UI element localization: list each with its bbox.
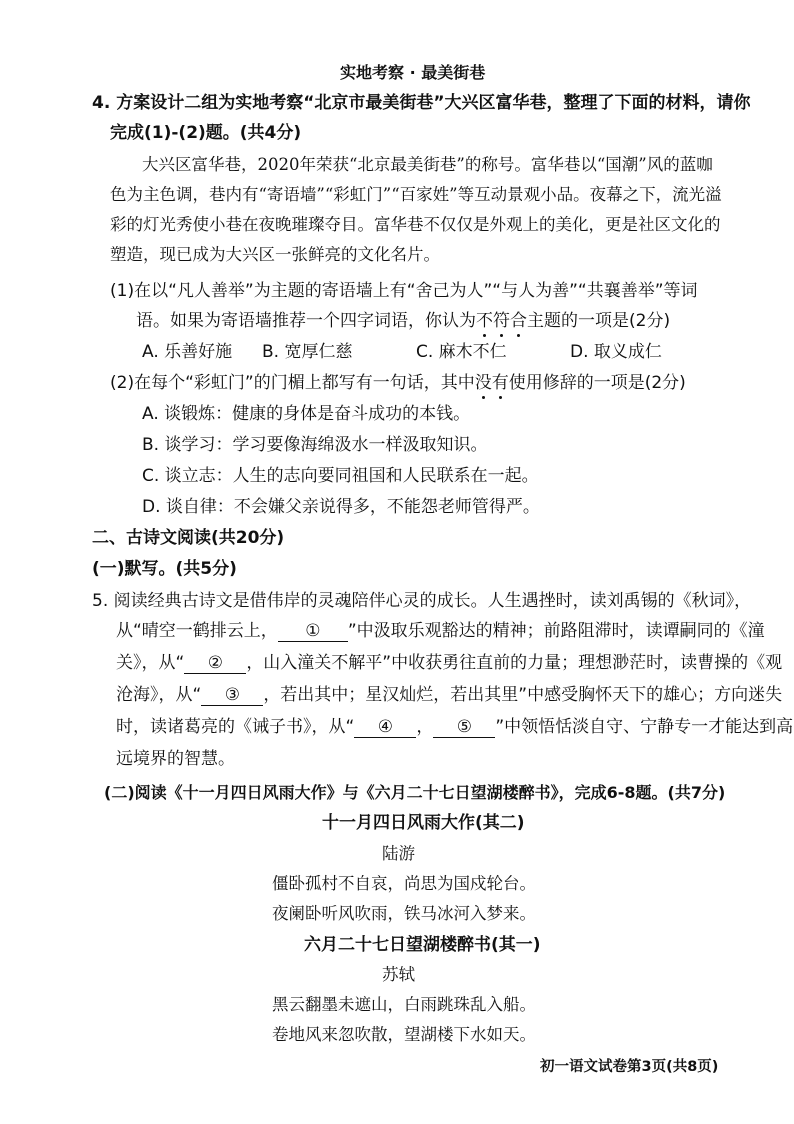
q5-line2-pre: 从“晴空一鹤排云上， [116, 621, 278, 641]
q4-sub2-prompt [110, 372, 686, 394]
q4-sub1-line2-post: 主题的一项是(2分) [527, 311, 671, 331]
q5-line1: 5. 阅读经典古诗文是借伟岸的灵魂陪伴心灵的成长。人生遇挫时，读刘禹锡的《秋词》， [92, 591, 752, 611]
q4-passage-line2: 色为主色调，巷内有“寄语墙”“彩虹门”“百家姓”等互动景观小品。夜幕之下，流光溢 [110, 185, 722, 204]
poem1-title: 十一月四日风雨大作(其二) [322, 813, 525, 833]
q4-sub1-line1: (1)在以“凡人善举”为主题的寄语墙上有“舍己为人”“与人为善”“共襄善举”等词 [110, 281, 698, 301]
q5-line5 [116, 716, 793, 738]
q4-sub1-option-a: A. 乐善好施 [142, 342, 233, 362]
q5-line2-post: ”中汲取乐观豁达的精神；前路阻滞时，读谭嗣同的《潼 [347, 621, 765, 641]
poem2-line1: 黑云翻墨未遮山，白雨跳珠乱入船。 [272, 995, 536, 1014]
emphasis-char: 符 [493, 311, 510, 331]
section-header: 实地考察 · 最美街巷 [340, 63, 486, 82]
part2-heading: 二、古诗文阅读(共20分) [92, 528, 285, 548]
q4-passage-line4: 塑造，现已成为大兴区一张鲜亮的文化名片。 [110, 245, 440, 264]
q4-sub1-line2-pre: 语。如果为寄语墙推荐一个四字词语，你认为 [136, 311, 476, 331]
poem2-line2: 卷地风来忽吹散，望湖楼下水如天。 [272, 1025, 536, 1044]
q5-line3 [116, 652, 782, 674]
q5-line4 [116, 684, 782, 706]
blank-5[interactable]: ⑤ [433, 717, 495, 738]
blank-4[interactable]: ④ [354, 717, 416, 738]
q5-line5-mid: ， [416, 717, 434, 737]
q5-line2 [116, 620, 765, 642]
poem2-title: 六月二十七日望湖楼醉书(其一) [304, 935, 541, 955]
q4-sub2-post: 使用修辞的一项是(2分) [508, 373, 686, 393]
q4-prompt-line2: 完成(1)-(2)题。(共4分) [110, 123, 302, 143]
page-footer: 初一语文试卷第3页(共8页) [540, 1059, 719, 1075]
q4-prompt-line1: 4. 方案设计二组为实地考察“北京市最美街巷”大兴区富华巷，整理了下面的材料，请你 [92, 93, 751, 113]
emphasis-char: 没 [474, 373, 492, 393]
q4-sub2-option-a: A. 谈锻炼：健康的身体是奋斗成功的本钱。 [142, 404, 471, 424]
q4-sub1-line2 [136, 310, 670, 332]
q4-sub2-option-c: C. 谈立志：人生的志向要同祖国和人民联系在一起。 [142, 466, 539, 486]
q4-sub2-option-b: B. 谈学习：学习要像海绵汲水一样汲取知识。 [142, 435, 488, 455]
q5-line6: 远境界的智慧。 [116, 749, 235, 769]
q5-line4-pre: 沧海》，从“ [116, 685, 202, 705]
poem1-author: 陆游 [382, 844, 415, 863]
q4-sub1-option-b: B. 宽厚仁慈 [262, 342, 353, 362]
emphasis-char: 不 [476, 311, 493, 331]
q5-line4-post: ，若出其中；星汉灿烂，若出其里”中感受胸怀天下的雄心；方向迷失 [263, 685, 783, 705]
emphasis-char: 合 [510, 311, 527, 331]
q4-passage-line1: 大兴区富华巷，2020年荣获“北京最美街巷”的称号。富华巷以“国潮”风的蓝咖 [142, 155, 713, 174]
q4-sub2-option-d: D. 谈自律：不会嫌父亲说得多，不能怨老师管得严。 [142, 497, 540, 517]
q5-line3-pre: 关》，从“ [116, 653, 185, 673]
q5-line3-post: ，山入潼关不解平”中收获勇往直前的力量；理想渺茫时，读曹操的《观 [246, 653, 783, 673]
blank-1[interactable]: ① [278, 621, 348, 642]
emphasis-char: 有 [491, 373, 509, 393]
q4-sub1-option-c: C. 麻木不仁 [416, 342, 507, 362]
poem1-line1: 僵卧孤村不自哀，尚思为国戍轮台。 [272, 874, 536, 893]
poem2-author: 苏轼 [382, 965, 415, 984]
subsection-heading-1: (一)默写。(共5分) [92, 559, 237, 579]
q4-sub2-pre: (2)在每个“彩虹门”的门楣上都写有一句话，其中 [110, 373, 475, 393]
q4-sub1-option-d: D. 取义成仁 [570, 342, 662, 362]
subsection-heading-2: (二)阅读《十一月四日风雨大作》与《六月二十七日望湖楼醉书》，完成6-8题。(共7分) [104, 783, 726, 802]
poem1-line2: 夜阑卧听风吹雨，铁马冰河入梦来。 [272, 904, 536, 923]
q4-passage-line3: 彩的灯光秀使小巷在夜晚璀璨夺目。富华巷不仅仅是外观上的美化，更是社区文化的 [110, 215, 721, 234]
q5-line5-post: ”中领悟恬淡自守、宁静专一才能达到高 [495, 717, 794, 737]
blank-3[interactable]: ③ [201, 685, 263, 706]
q5-line5-pre: 时，读诸葛亮的《诫子书》，从“ [116, 717, 355, 737]
blank-2[interactable]: ② [184, 653, 246, 674]
